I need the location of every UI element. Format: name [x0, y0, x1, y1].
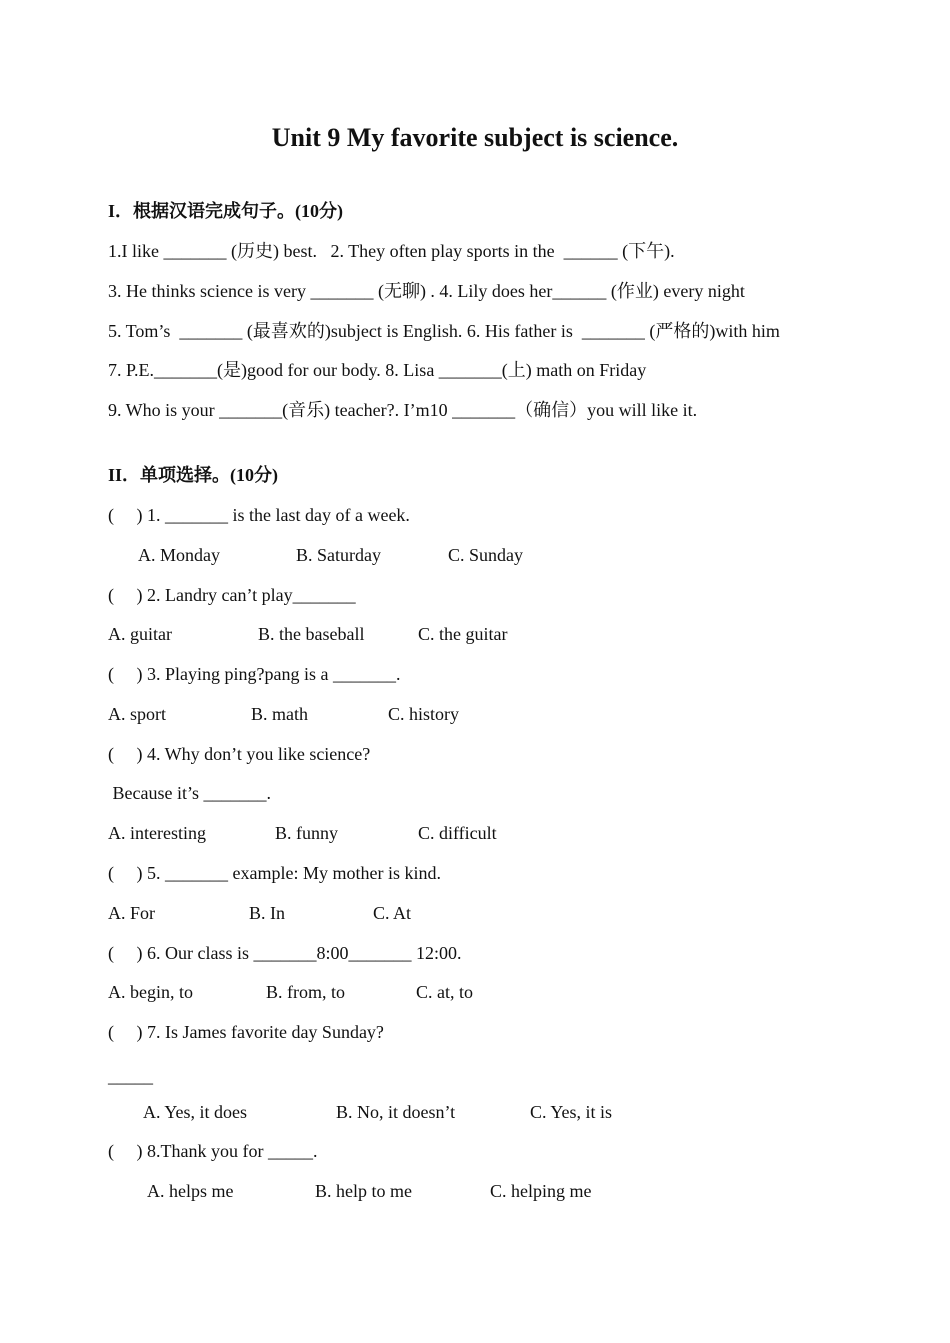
fill-in-line-5: 9. Who is your _______(音乐) teacher?. I’m10 _______（确信）you will like it.: [108, 400, 698, 420]
section-2-heading: II．单项选择。(10分): [108, 465, 278, 485]
page-title: Unit 9 My favorite subject is science.: [271, 123, 679, 152]
question-4-option-a: A. interesting: [108, 823, 206, 843]
question-7-option-a: A. Yes, it does: [143, 1102, 248, 1122]
question-4-option-c: C. difficult: [418, 823, 497, 843]
question-2-option-a: A. guitar: [108, 624, 172, 644]
question-5-option-a: A. For: [108, 903, 156, 923]
question-1-option-b: B. Saturday: [296, 545, 381, 565]
question-7-stem: ( ) 7. Is James favorite day Sunday?: [108, 1022, 384, 1042]
question-2-stem: ( ) 2. Landry can’t play_______: [108, 585, 356, 605]
question-3-option-b: B. math: [251, 704, 308, 724]
section-1-heading: I．根据汉语完成句子。(10分): [108, 201, 343, 221]
question-7-answer-blank: _____: [108, 1066, 153, 1086]
question-7-option-c: C. Yes, it is: [530, 1102, 613, 1122]
question-3-option-c: C. history: [388, 704, 460, 724]
fill-in-line-4: 7. P.E._______(是)good for our body. 8. Lisa _______(上) math on Friday: [108, 360, 647, 380]
question-4-continuation: Because it’s _______.: [108, 783, 271, 803]
question-8-option-b: B. help to me: [315, 1181, 412, 1201]
question-5-option-b: B. In: [249, 903, 285, 923]
question-1-option-a: A. Monday: [138, 545, 220, 565]
question-7-option-b: B. No, it doesn’t: [336, 1102, 456, 1122]
question-2-option-b: B. the baseball: [258, 624, 365, 644]
question-4-stem: ( ) 4. Why don’t you like science?: [108, 744, 371, 764]
question-5-option-c: C. At: [373, 903, 412, 923]
fill-in-line-1: 1.I like _______ (历史) best. 2. They often play sports in the ______ (下午).: [108, 241, 675, 261]
question-3-stem: ( ) 3. Playing ping?pang is a _______.: [108, 664, 401, 684]
question-6-option-a: A. begin, to: [108, 982, 193, 1002]
question-6-stem: ( ) 6. Our class is _______8:00_______ 12:00.: [108, 943, 462, 963]
question-5-stem: ( ) 5. _______ example: My mother is kind.: [108, 863, 441, 883]
question-3-option-a: A. sport: [108, 704, 166, 724]
question-6-option-c: C. at, to: [416, 982, 473, 1002]
question-8-stem: ( ) 8.Thank you for _____.: [108, 1141, 318, 1161]
question-1-stem: ( ) 1. _______ is the last day of a week.: [108, 505, 410, 525]
question-1-option-c: C. Sunday: [448, 545, 524, 565]
question-2-option-c: C. the guitar: [418, 624, 508, 644]
question-4-option-b: B. funny: [275, 823, 338, 843]
fill-in-line-3: 5. Tom’s _______ (最喜欢的)subject is English. 6. His father is _______ (严格的)with him: [108, 321, 780, 341]
question-6-option-b: B. from, to: [266, 982, 345, 1002]
question-8-option-a: A. helps me: [147, 1181, 234, 1201]
fill-in-line-2: 3. He thinks science is very _______ (无聊) . 4. Lily does her______ (作业) every night: [108, 281, 745, 301]
question-8-option-c: C. helping me: [490, 1181, 592, 1201]
